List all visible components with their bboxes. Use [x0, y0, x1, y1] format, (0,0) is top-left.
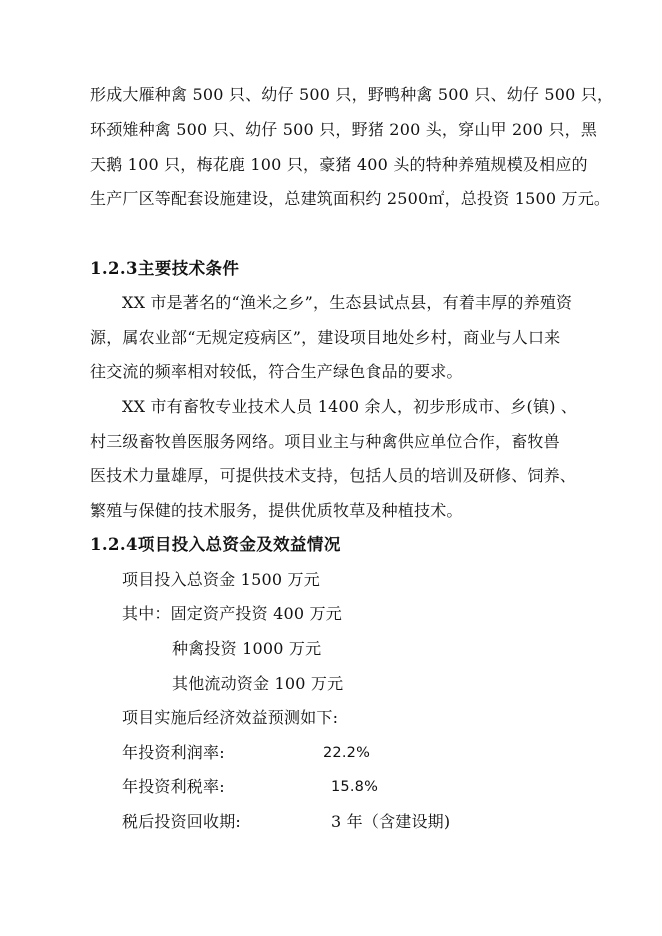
paragraph-1-line-1: 形成大雁种禽 500 只、幼仔 500 只，野鸭种禽 500 只、幼仔 500 只， — [90, 85, 614, 104]
section-1-2-3-p2-line-3: 医技术力量雄厚，可提供技术支持，包括人员的培训及研修、饲养、 — [90, 466, 577, 485]
benefit-intro: 项目实施后经济效益预测如下: — [122, 708, 339, 727]
investment-working: 其他流动资金 100 万元 — [172, 674, 344, 693]
investment-fixed: 其中：固定资产投资 400 万元 — [122, 604, 342, 623]
section-1-2-3-heading: 1.2.3主要技术条件 — [90, 259, 240, 278]
metric-label: 税后投资回收期: — [122, 812, 241, 831]
investment-total: 项目投入总资金 1500 万元 — [122, 570, 320, 589]
section-1-2-3-p1-line-2: 源，属农业部“无规定疫病区”，建设项目地处乡村，商业与人口来 — [90, 328, 561, 347]
paragraph-1-line-2: 环颈雉种禽 500 只、幼仔 500 只，野猪 200 头，穿山甲 200 只，黑 — [90, 120, 598, 139]
section-1-2-3-p2-line-1: XX 市有畜牧专业技术人员 1400 余人，初步形成市、乡(镇) 、 — [122, 397, 578, 416]
section-1-2-3-p1-line-3: 往交流的频率相对较低，符合生产绿色食品的要求。 — [90, 362, 463, 381]
section-1-2-4-heading: 1.2.4项目投入总资金及效益情况 — [90, 535, 341, 554]
metric-label: 年投资利税率: — [122, 777, 225, 796]
investment-breeding: 种禽投资 1000 万元 — [172, 639, 322, 658]
metric-label: 年投资利润率: — [122, 743, 225, 762]
metric-value: 3 年（含建设期) — [331, 812, 451, 831]
paragraph-1-line-4: 生产厂区等配套设施建设，总建筑面积约 2500㎡，总投资 1500 万元。 — [90, 189, 611, 208]
section-1-2-3-p2-line-4: 繁殖与保健的技术服务，提供优质牧草及种植技术。 — [90, 501, 463, 520]
paragraph-1-line-3: 天鹅 100 只，梅花鹿 100 只，豪猪 400 头的特种养殖规模及相应的 — [90, 155, 588, 174]
section-1-2-3-p1-line-1: XX 市是著名的“渔米之乡”，生态县试点县，有着丰厚的养殖资 — [122, 293, 573, 312]
metric-value: 15.8% — [331, 779, 379, 795]
metric-value: 22.2% — [323, 745, 371, 761]
section-1-2-3-p2-line-2: 村三级畜牧兽医服务网络。项目业主与种禽供应单位合作，畜牧兽 — [90, 432, 560, 451]
